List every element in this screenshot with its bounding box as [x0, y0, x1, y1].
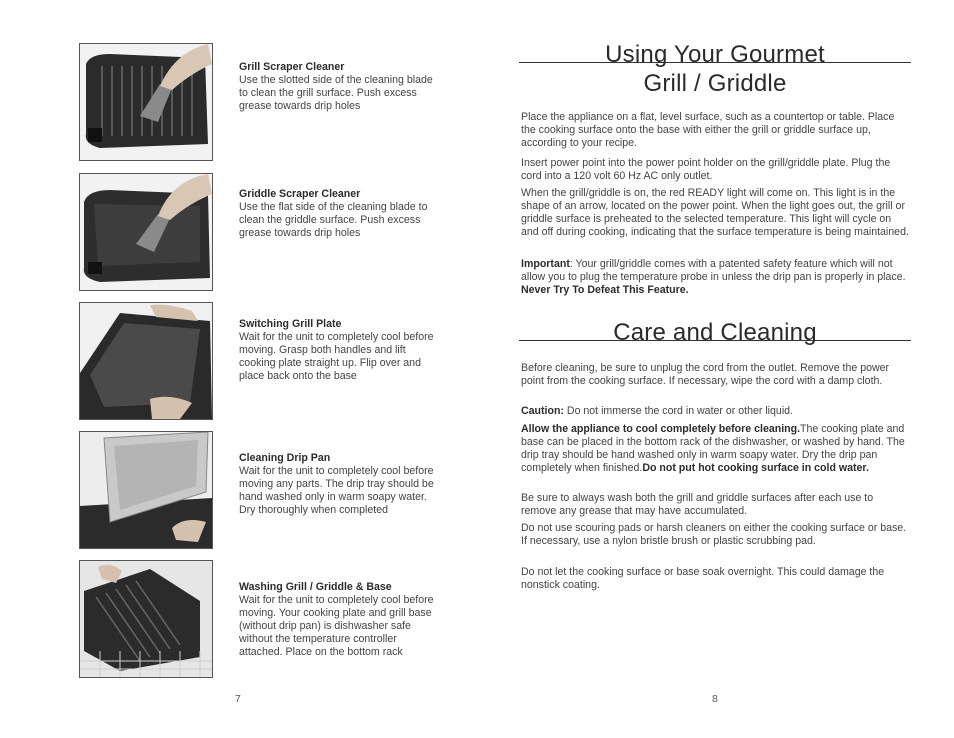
- care-title: Care and Cleaning: [613, 319, 817, 346]
- step-text: Wait for the unit to completely cool before moving any parts. The drip tray should be hand washed only in warm soapy water. Dry thoroughly when completed: [239, 465, 434, 516]
- important-warning: Never Try To Defeat This Feature.: [521, 284, 689, 296]
- page-number-left: 7: [235, 693, 241, 705]
- cold-water-warning: Do not put hot cooking surface in cold water.: [642, 462, 869, 474]
- caution-label: Caution:: [521, 405, 564, 417]
- important-label: Important: [521, 258, 570, 270]
- step-text: Use the slotted side of the cleaning blade to clean the grill surface. Push excess grease towards drip holes: [239, 74, 433, 112]
- using-paragraph-4: [521, 258, 911, 297]
- using-heading: [519, 40, 911, 98]
- care-heading: [519, 318, 911, 348]
- step-text: Use the flat side of the cleaning blade to clean the griddle surface. Push excess grease towards drip holes: [239, 201, 428, 239]
- caution-text: Do not immerse the cord in water or other liquid.: [563, 405, 794, 417]
- step-washing: [239, 581, 435, 659]
- care-paragraph-1: Before cleaning, be sure to unplug the cord from the outlet. Remove the power point from the cooking surface. If necessary, wipe the cord with a damp cloth.: [521, 362, 890, 387]
- step-drip-pan: [239, 452, 435, 517]
- step-switching-plate: [239, 318, 435, 383]
- griddle-scraper-photo: [79, 173, 213, 291]
- step-text: Wait for the unit to completely cool before moving. Grasp both handles and lift cooking plate straight up. Flip over and place back onto the base: [239, 331, 434, 382]
- grill-scraper-photo: [79, 43, 213, 161]
- dishwasher-text: The cooking plate and base can be placed in the bottom rack of the dishwasher, or washed by hand. The drip tray should be hand washed only in warm soapy water. Dry the drip pan completely when finished.: [521, 423, 905, 474]
- washing-photo: [79, 560, 213, 678]
- care-paragraph-6: Do not let the cooking surface or base soak overnight. This could damage the nonstick coating.: [521, 566, 885, 591]
- care-paragraph-2: [521, 405, 911, 418]
- important-text: : Your grill/griddle comes with a patented safety feature which will not allow you to plug the temperature probe in unless the drip pan is properly in place.: [521, 258, 906, 283]
- using-paragraph-3: When the grill/griddle is on, the red READY light will come on. This light is in the shape of an arrow, located on the power point. When the light goes out, the grill or griddle surface is preheated to the selected temperature. This light will cycle on and off during cooking, indicating that the surface temperature is being maintained.: [521, 187, 909, 238]
- using-paragraph-1: Place the appliance on a flat, level surface, such as a countertop or table. Place the cooking surface onto the base with either the grill or griddle surface up, according to your recipe.: [521, 111, 895, 149]
- step-title: Grill Scraper Cleaner: [239, 61, 345, 73]
- using-paragraph-2: Insert power point into the power point holder on the grill/griddle plate. Plug the cord into a 120 volt 60 Hz AC only outlet.: [521, 157, 891, 182]
- drip-pan-photo: [79, 431, 213, 549]
- using-title-line2: Grill / Griddle: [643, 70, 787, 97]
- switching-plate-photo: [79, 302, 213, 420]
- step-grill-scraper: [239, 61, 435, 113]
- step-griddle-scraper: [239, 188, 435, 240]
- cool-warning: Allow the appliance to cool completely before cleaning.: [521, 423, 801, 435]
- page-number-right: 8: [712, 693, 718, 705]
- using-title-line1: Using Your Gourmet: [605, 41, 825, 68]
- step-title: Griddle Scraper Cleaner: [239, 188, 361, 200]
- step-title: Washing Grill / Griddle & Base: [239, 581, 392, 593]
- care-paragraph-3: [521, 423, 911, 475]
- care-paragraph-5: Do not use scouring pads or harsh cleaners on either the cooking surface or base. If necessary, use a nylon bristle brush or plastic scrubbing pad.: [521, 522, 907, 547]
- step-title: Cleaning Drip Pan: [239, 452, 331, 464]
- step-title: Switching Grill Plate: [239, 318, 342, 330]
- care-paragraph-4: Be sure to always wash both the grill and griddle surfaces after each use to remove any grease that may have accumulated.: [521, 492, 874, 517]
- step-text: Wait for the unit to completely cool before moving. Your cooking plate and grill base (without drip pan) is dishwasher safe without the temperature controller attached. Place on the bottom rack: [239, 594, 434, 658]
